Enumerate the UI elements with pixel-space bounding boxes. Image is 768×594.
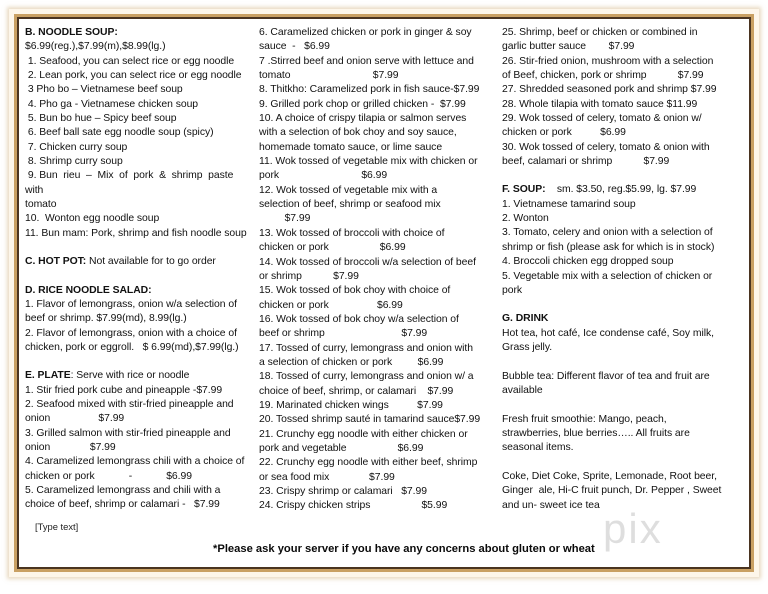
menu-item-line: tomato (25, 199, 57, 211)
menu-item-line: 26. Stir-fried onion, mushroom with a selection (502, 55, 714, 67)
menu-item-line: 1. Vietnamese tamarind soup (502, 198, 636, 210)
menu-item-line: 27. Shredded seasoned pork and shrimp $7.99 (502, 84, 717, 96)
menu-item-line: with a selection of bok choy and soy sauce, (259, 127, 457, 139)
menu-item-line: Hot tea, hot café, Ice condense café, Soy milk, (502, 327, 714, 339)
menu-item-line: chicken or pork - $6.99 (25, 470, 192, 482)
menu-section-gap (502, 298, 745, 312)
menu-item-line: 2. Lean pork, you can select rice or egg noodle (25, 70, 242, 82)
menu-item-line: 10. A choice of crispy tilapia or salmon serves (259, 113, 467, 125)
menu-blank-line (502, 456, 745, 470)
watermark-pix: pix (603, 505, 663, 552)
menu-item-line: shrimp or fish (please ask for which is in stock) (502, 241, 715, 253)
menu-item-line: 3. Grilled salmon with stir-fried pineapple and (25, 427, 231, 439)
menu-item-line: 21. Crunchy egg noodle with either chicken or (259, 428, 468, 440)
menu-item-line: Grass jelly. (502, 341, 553, 353)
menu-item-line: Bubble tea: Different flavor of tea and fruit are (502, 370, 710, 382)
menu-item-line: choice of beef, shrimp or calamari - $7.99 (25, 499, 220, 511)
menu-item-line: 28. Whole tilapia with tomato sauce $11.99 (502, 98, 698, 110)
menu-section-heading (502, 312, 745, 326)
menu-section-heading-text: D. RICE NOODLE SALAD: (25, 284, 152, 296)
menu-item-line: pork and vegetable $6.99 (259, 442, 424, 454)
menu-section (25, 369, 255, 512)
menu-item-line: 4. Broccoli chicken egg dropped soup (502, 256, 674, 268)
menu-item-line: pork $6.99 (259, 170, 388, 182)
menu-item-line: 8. Thitkho: Caramelized pork in fish sauce-$7.99 (259, 84, 480, 96)
menu-item-line: Coke, Diet Coke, Sprite, Lemonade, Root beer, (502, 470, 717, 482)
menu-section-gap (25, 241, 255, 255)
menu-section-gap (502, 169, 745, 183)
menu-item-line: strawberries, blue berries….. All fruits are (502, 427, 690, 439)
menu-item-line: 14. Wok tossed of broccoli w/a selection of beef (259, 256, 476, 268)
menu-item-line: $7.99 (259, 213, 311, 225)
menu-section (25, 26, 255, 241)
menu-section-gap (25, 270, 255, 284)
menu-item-line: 4. Pho ga - Vietnamese chicken soup (25, 98, 199, 110)
menu-footer (19, 519, 749, 567)
menu-section-heading-suffix: Not available for to go order (86, 256, 216, 268)
menu-item-line: 24. Crispy chicken strips $5.99 (259, 500, 448, 512)
menu-item-line: 3. Tomato, celery and onion with a selection of (502, 227, 713, 239)
gluten-notice: *Please ask your server if you have any concerns about gluten or wheat (213, 543, 595, 555)
menu-item-line: 2. Wonton (502, 213, 549, 225)
menu-column-1 (25, 26, 259, 519)
menu-item-line: and un- sweet ice tea (502, 499, 600, 511)
menu-item-line: or shrimp $7.99 (259, 270, 359, 282)
menu-item-line: 1. Flavor of lemongrass, onion w/a selection of (25, 298, 237, 310)
menu-item-line: tomato $7.99 (259, 70, 399, 82)
menu-item-line: 8. Shrimp curry soup (25, 156, 123, 168)
menu-item-line: 2. Flavor of lemongrass, onion with a choice of (25, 327, 237, 339)
menu-item-line: 2. Seafood mixed with stir-fried pineapple and (25, 398, 234, 410)
menu-item-line: chicken or pork $6.99 (502, 127, 626, 139)
menu-item-line: 13. Wok tossed of broccoli with choice of (259, 227, 445, 239)
menu-section-heading (25, 284, 255, 298)
menu-section (502, 312, 745, 513)
menu-item-line: homemade tomato sauce, or lime sauce (259, 141, 443, 153)
menu-item-line: beef or shrimp. $7.99(md), 8.99(lg.) (25, 313, 187, 325)
menu-item-line: 10. Wonton egg noodle soup (25, 213, 160, 225)
menu-item-line: a selection of chicken or pork $6.99 (259, 356, 444, 368)
menu-item-line: 25. Shrimp, beef or chicken or combined in (502, 27, 698, 38)
menu-item-line: choice of beef, shrimp, or calamari $7.99 (259, 385, 454, 397)
menu-item-line: 5. Caramelized lemongrass and chili with a (25, 484, 221, 496)
menu-column-3 (502, 26, 745, 519)
menu-section-heading-text: F. SOUP: (502, 184, 546, 196)
menu-item-line: 23. Crispy shrimp or calamari $7.99 (259, 486, 427, 497)
menu-item-line: 17. Tossed of curry, lemongrass and onion with (259, 342, 473, 354)
menu-section-gap (25, 355, 255, 369)
menu-section (25, 255, 255, 269)
menu-item-line: available (502, 384, 543, 396)
menu-item-line: 12. Wok tossed of vegetable mix with a (259, 184, 438, 196)
menu-item-line: 5. Bun bo hue – Spicy beef soup (25, 113, 177, 125)
menu-item-line: 5. Vegetable mix with a selection of chicken or (502, 270, 713, 282)
menu-item-line: 11. Bun mam: Pork, shrimp and fish noodle soup (25, 227, 247, 239)
menu-item-line: chicken or pork $6.99 (259, 299, 403, 311)
menu-item-line: garlic butter sauce $7.99 (502, 41, 635, 53)
menu-item-line: sauce - $6.99 (259, 41, 330, 53)
menu-section (259, 26, 499, 514)
menu-item-line: Fresh fruit smoothie: Mango, peach, (502, 413, 667, 425)
menu-item-line: 22. Crunchy egg noodle with either beef, shrimp (259, 457, 478, 469)
menu-item-line: 7 .Stirred beef and onion serve with lettuce and (259, 55, 474, 67)
menu-section-heading-suffix: : Serve with rice or noodle (70, 370, 190, 382)
menu-section-heading (25, 369, 255, 383)
menu-columns (19, 19, 749, 519)
menu-column-2 (259, 26, 502, 519)
type-text-placeholder: [Type text] (35, 521, 79, 532)
menu-item-line: 11. Wok tossed of vegetable mix with chicken or (259, 156, 478, 168)
menu-item-line: seasonal items. (502, 442, 574, 454)
menu-item-line: chicken or pork $6.99 (259, 242, 406, 254)
menu-item-line: 16. Wok tossed of bok choy w/a selection of (259, 313, 459, 325)
menu-item-line: 29. Wok tossed of celery, tomato & onion w/ (502, 113, 702, 125)
menu-blank-line (502, 398, 745, 412)
menu-item-line: 9. Grilled pork chop or grilled chicken - $7.99 (259, 98, 466, 110)
menu-section (502, 183, 745, 298)
menu-item-line: 3 Pho bo – Vietnamese beef soup (25, 84, 183, 96)
menu-section (25, 284, 255, 356)
menu-section-heading-text: C. HOT POT: (25, 256, 87, 268)
menu-item-line: 18. Tossed of curry, lemongrass and onion w/ a (259, 371, 474, 383)
menu-item-line: of Beef, chicken, pork or shrimp $7.99 (502, 70, 704, 82)
menu-item-line: 6. Caramelized chicken or pork in ginger & soy (259, 27, 472, 38)
menu-item-line: onion $7.99 (25, 441, 116, 453)
menu-item-line: Ginger ale, Hi-C fruit punch, Dr. Pepper , Sweet (502, 485, 722, 497)
menu-item-line: 9. Bun rieu – Mix of pork & shrimp paste with (25, 170, 240, 196)
menu-section-heading (25, 255, 255, 269)
menu-item-line: 6. Beef ball sate egg noodle soup (spicy) (25, 127, 214, 139)
menu-section-heading-text: B. NOODLE SOUP: (25, 27, 118, 38)
menu-item-line: 1. Seafood, you can select rice or egg noodle (25, 55, 235, 67)
menu-section-heading-suffix: sm. $3.50, reg.$5.99, lg. $7.99 (545, 184, 697, 196)
menu-item-line: 20. Tossed shrimp sauté in tamarind sauce$7.99 (259, 414, 481, 426)
menu-section-heading (25, 26, 255, 40)
menu-item-line: chicken, pork or eggroll. $ 6.99(md),$7.99(lg.) (25, 341, 239, 353)
menu-blank-line (502, 355, 745, 369)
menu-item-line: or sea food mix $7.99 (259, 471, 395, 483)
menu-item-line: pork (502, 284, 523, 296)
menu-sheet (19, 19, 749, 567)
menu-section (502, 26, 745, 169)
menu-section-price-line: $6.99(reg.),$7.99(m),$8.99(lg.) (25, 41, 166, 53)
menu-item-line: beef, calamari or shrimp $7.99 (502, 156, 670, 168)
menu-section-heading-text: E. PLATE (25, 370, 71, 382)
menu-section-heading-text: G. DRINK (502, 313, 549, 325)
menu-item-line: beef or shrimp $7.99 (259, 328, 428, 340)
menu-item-line: selection of beef, shrimp or seafood mix (259, 199, 441, 211)
menu-item-line: 15. Wok tossed of bok choy with choice of (259, 285, 451, 297)
menu-section-heading (502, 183, 745, 197)
menu-item-line: 4. Caramelized lemongrass chili with a choice of (25, 456, 245, 468)
menu-item-line: 1. Stir fried pork cube and pineapple -$7.99 (25, 384, 223, 396)
menu-item-line: 30. Wok tossed of celery, tomato & onion with (502, 141, 710, 153)
menu-item-line: 19. Marinated chicken wings $7.99 (259, 399, 443, 411)
menu-item-line: 7. Chicken curry soup (25, 141, 128, 153)
menu-item-line: onion $7.99 (25, 413, 125, 425)
